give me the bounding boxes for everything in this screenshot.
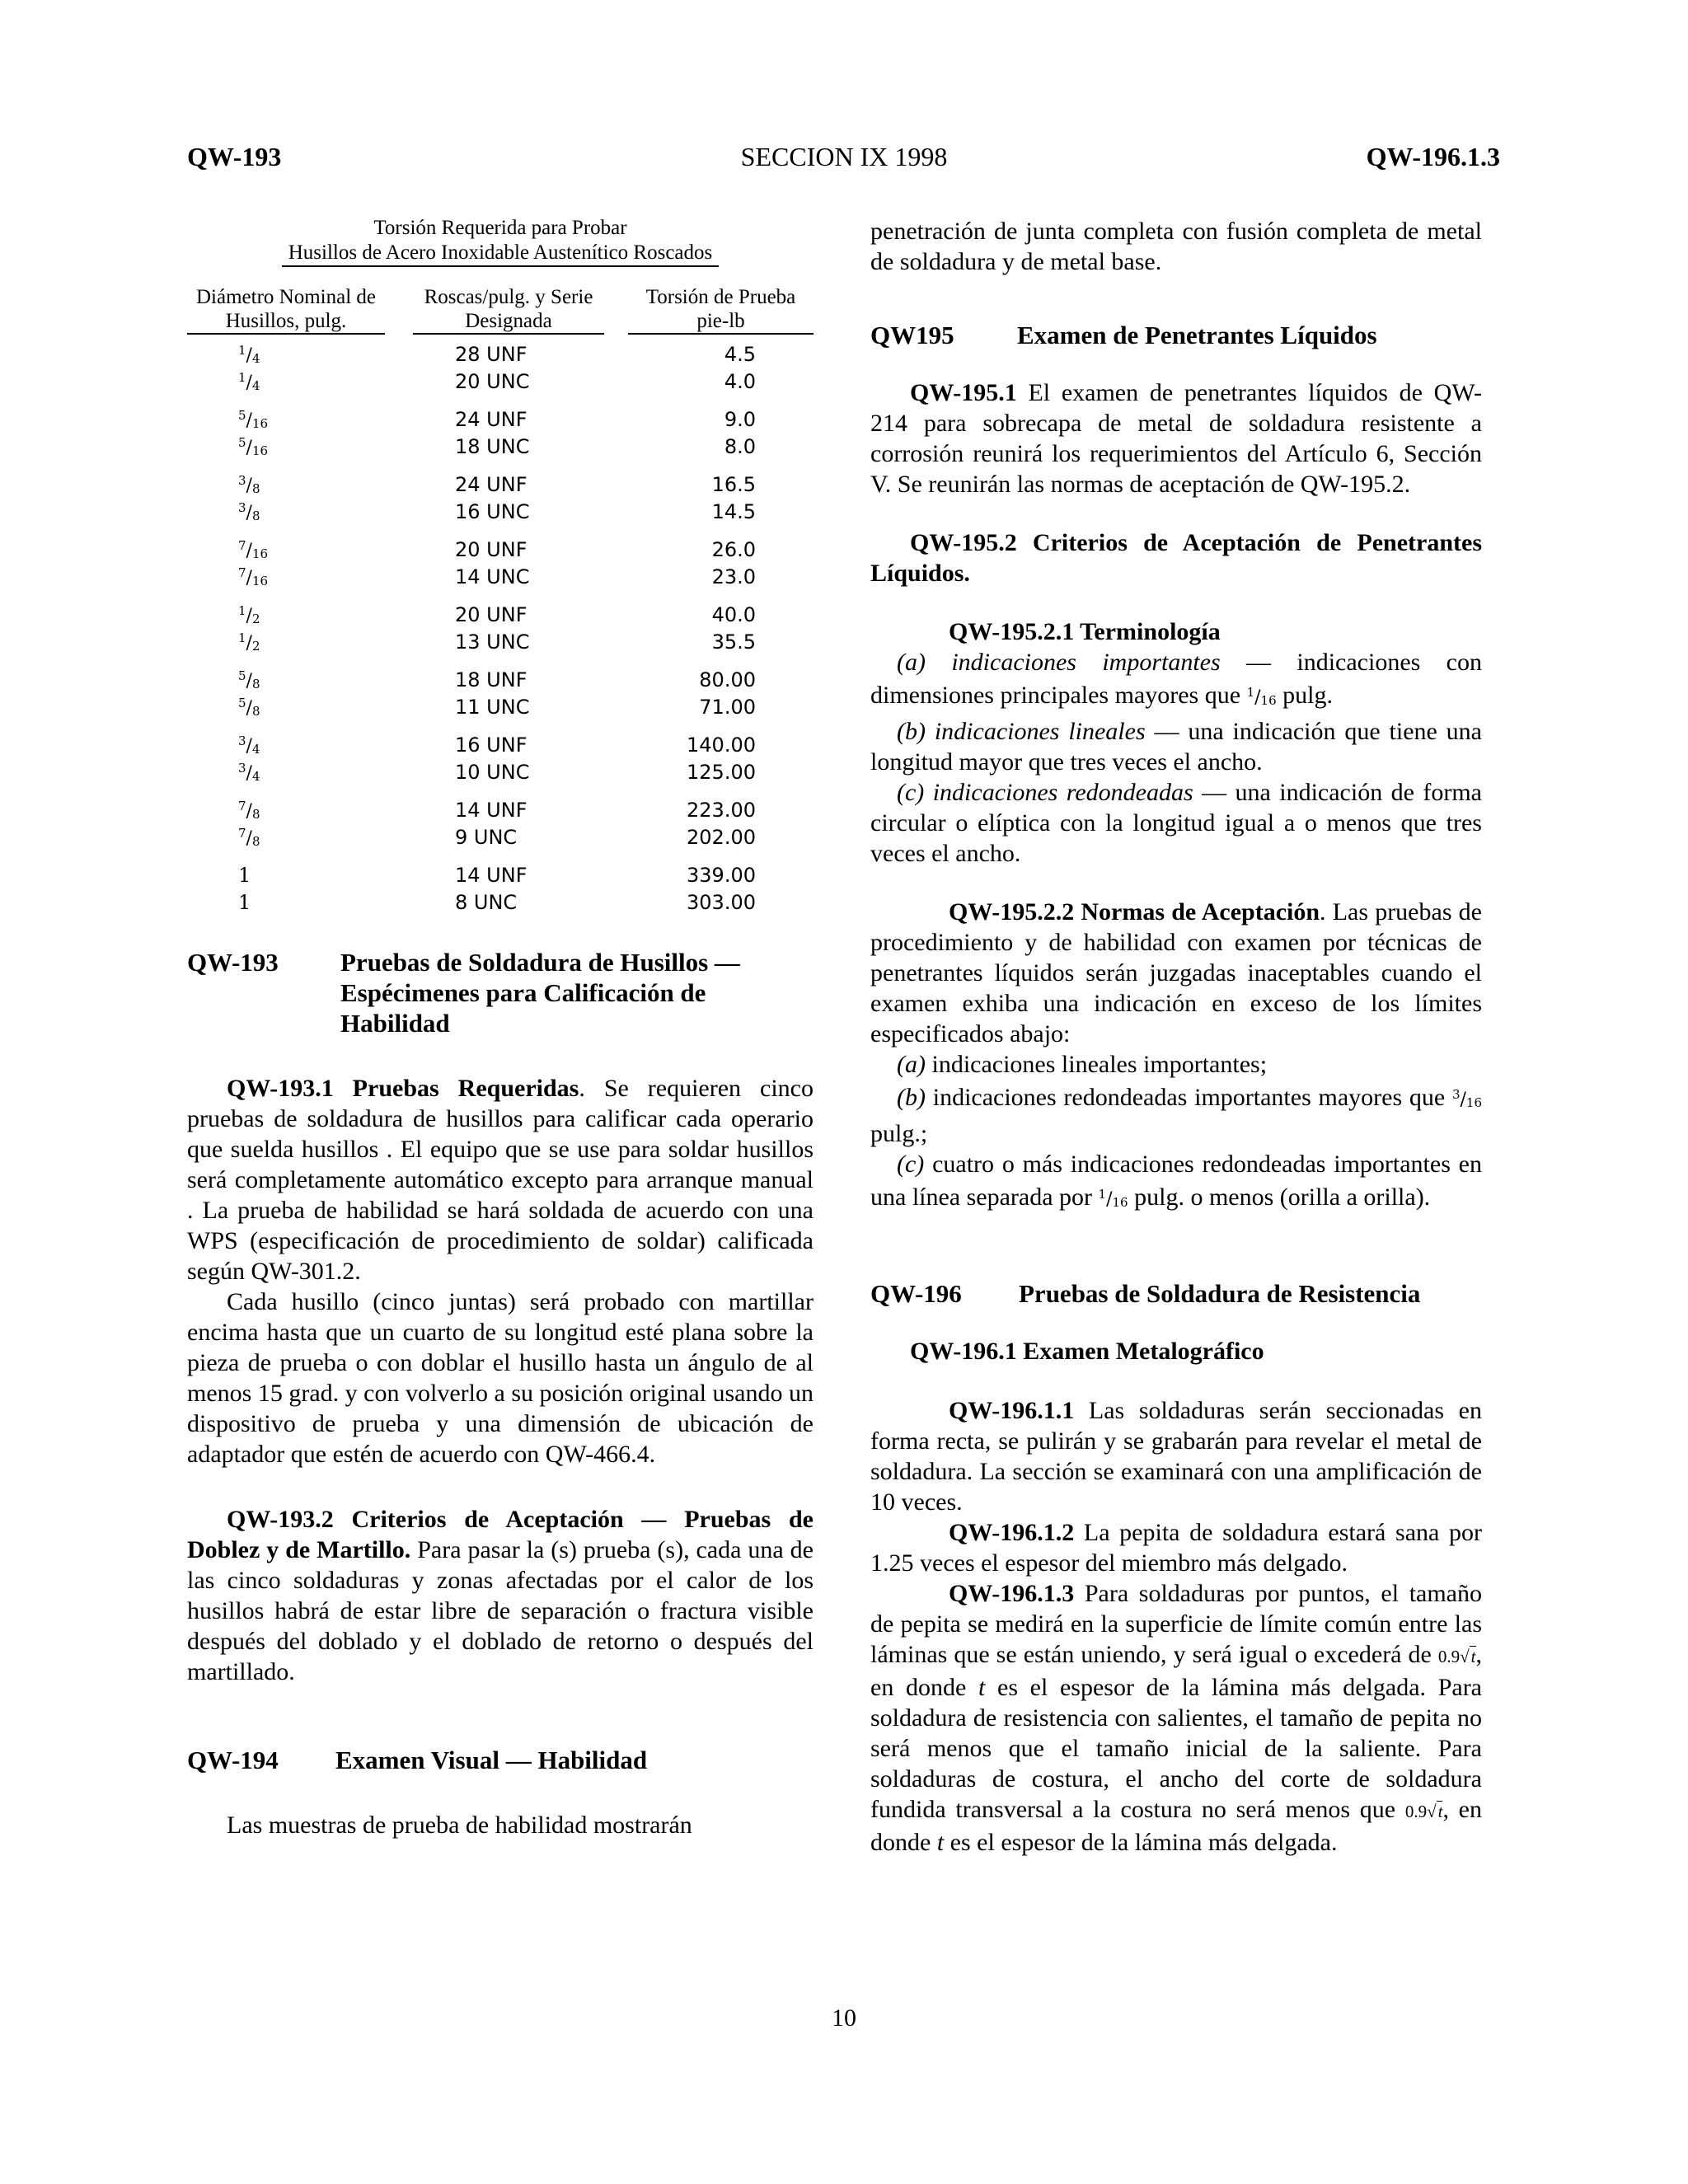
- table-row-group: [187, 538, 814, 593]
- table-row-group: [187, 603, 814, 658]
- cell-thread: 13 UNC: [455, 630, 530, 654]
- table-row: [187, 500, 814, 527]
- cell-diameter: 1: [238, 864, 251, 887]
- table-title-line1: Torsión Requerida para Probar: [373, 217, 627, 239]
- col-header-diameter: Diámetro Nominal de Husillos, pulg.: [196, 286, 376, 332]
- cell-diameter: $^3/_4$: [238, 733, 260, 757]
- cell-thread: 18 UNF: [455, 668, 528, 691]
- cell-thread: 16 UNC: [455, 500, 530, 523]
- cell-torque: 16.5: [711, 473, 756, 496]
- cell-thread: 14 UNF: [455, 864, 528, 887]
- table-row: [187, 864, 814, 891]
- table-row-group: [187, 799, 814, 853]
- cell-torque: 140.00: [687, 733, 756, 757]
- cell-torque: 35.5: [711, 630, 756, 654]
- cell-thread: 11 UNC: [455, 696, 530, 719]
- table-row: [187, 435, 814, 462]
- header-section-left: QW-193: [187, 142, 282, 171]
- cell-thread: 20 UNF: [455, 538, 528, 561]
- cell-diameter: $^1/_2$: [238, 603, 260, 626]
- cell-torque: 303.00: [687, 891, 756, 914]
- qw193-1-paragraph: QW-193.1 Pruebas Requeridas. Se requieren cinco pruebas de soldadura de husillos para calificar cada operario que suelda husillos . El equipo que se use para soldar husillos será completamente automático excepto para arranque manual . La prueba de habilidad se hará soldada de acuerdo con una WPS (especificación de procedimiento de soldar) calificada según QW-301.2.: [187, 1075, 814, 1285]
- left-column: [187, 216, 814, 1840]
- cell-diameter: $^5/_{16}$: [238, 408, 269, 431]
- table-row: [187, 733, 814, 761]
- table-row: [187, 603, 814, 630]
- sqrt-expression-1: 0.9√t: [1437, 1647, 1476, 1666]
- cell-thread: 10 UNC: [455, 761, 530, 784]
- cell-torque: 23.0: [711, 565, 756, 588]
- col-header-torque: Torsión de Prueba pie-lb: [628, 285, 814, 335]
- term-b: (b) indicaciones lineales — una indicación que tiene una longitud mayor que tres veces el ancho.: [870, 718, 1482, 776]
- qw195-2-heading: QW-195.2 Criterios de Aceptación de Penetrantes Líquidos.: [870, 529, 1482, 587]
- cell-diameter: $^7/_{16}$: [238, 538, 269, 561]
- cell-thread: 14 UNF: [455, 799, 528, 822]
- cell-torque: 202.00: [687, 826, 756, 849]
- cell-torque: 9.0: [724, 408, 756, 431]
- table-row: [187, 696, 814, 723]
- table-row: [187, 668, 814, 696]
- table-row-group: [187, 733, 814, 788]
- table-header: [187, 285, 814, 333]
- cell-diameter: $^3/_8$: [238, 500, 260, 523]
- term-c: (c) indicaciones redondeadas — una indicación de forma circular o elíptica con la longitud igual a o menos que tres veces el ancho.: [870, 779, 1483, 867]
- qw196-1-1-paragraph: QW-196.1.1 Las soldaduras serán seccionadas en forma recta, se pulirán y se grabarán para revelar el metal de soldadura. La sección se examinará con una amplificación de 10 veces.: [870, 1397, 1482, 1516]
- cell-torque: 8.0: [724, 435, 756, 458]
- qw196-1-heading: QW-196.1 Examen Metalográfico: [910, 1338, 1264, 1365]
- cell-thread: 16 UNF: [455, 733, 528, 757]
- cell-thread: 20 UNC: [455, 370, 530, 393]
- qw196-1-3-paragraph: QW-196.1.3 Para soldaduras por puntos, el tamaño de pepita se medirá en la superficie de límite común entre las láminas que se están uniendo, y será igual o excederá de 0.9√t, en donde t es el espesor de la lámina más delgada. Para soldadura de resistencia con salientes, el tamaño de pepita no será menos que el tamaño inicial de la saliente. Para soldaduras de costura, el ancho del corte de soldadura fundida transversal a la costura no será menos que 0.9√t, en donde t es el espesor de la lámina más delgada.: [870, 1580, 1482, 1856]
- cell-diameter: $^7/_8$: [238, 799, 260, 822]
- cell-thread: 8 UNC: [455, 891, 518, 914]
- cell-torque: 40.0: [711, 603, 756, 626]
- cell-torque: 339.00: [687, 864, 756, 887]
- table-row-group: [187, 668, 814, 723]
- qw195-1-paragraph: QW-195.1 El examen de penetrantes líquidos de QW-214 para sobrecapa de metal de soldadura resistente a corrosión reunirá los requerimientos del Artículo 6, Sección V. Se reunirán las normas de aceptación de QW-195.2.: [870, 379, 1482, 498]
- table-row: [187, 473, 814, 500]
- cell-diameter: $^7/_{16}$: [238, 565, 269, 588]
- term-a: (a) indicaciones importantes — indicaciones con dimensiones principales mayores que $^1/_{16}$ pulg.: [870, 649, 1482, 709]
- cell-thread: 9 UNC: [455, 826, 518, 849]
- qw193-1-paragraph-2: Cada husillo (cinco juntas) será probado con martillar encima hasta que un cuarto de su longitud esté plana sobre la pieza de prueba o con doblar el husillo hasta un ángulo de al menos 15 grad. y con volverlo a su posición original usando un dispositivo de prueba y una dimensión de ubicación de adaptador que estén de acuerdo con QW-466.4.: [187, 1288, 814, 1468]
- table-row-group: [187, 408, 814, 462]
- acceptance-b: (b) indicaciones redondeadas importantes mayores que $^3/_{16}$ pulg.;: [870, 1084, 1482, 1147]
- cell-torque: 223.00: [687, 799, 756, 822]
- cell-diameter: $^5/_8$: [238, 668, 260, 691]
- acceptance-c: (c) cuatro o más indicaciones redondeadas importantes en una línea separada por $^1/_{16}$ pulg. o menos (orilla a orilla).: [870, 1151, 1482, 1211]
- cell-torque: 80.00: [699, 668, 756, 691]
- table-row: [187, 370, 814, 397]
- cell-torque: 4.0: [724, 370, 756, 393]
- cell-torque: 125.00: [687, 761, 756, 784]
- cell-torque: 14.5: [711, 500, 756, 523]
- cell-torque: 4.5: [724, 343, 756, 366]
- table-row: [187, 538, 814, 565]
- cell-torque: 26.0: [711, 538, 756, 561]
- continued-paragraph: penetración de junta completa con fusión completa de metal de soldadura y de metal base.: [870, 218, 1482, 275]
- cell-diameter: $^7/_8$: [238, 826, 260, 849]
- right-column: [870, 216, 1482, 1858]
- table-row: [187, 891, 814, 918]
- cell-thread: 28 UNF: [455, 343, 528, 366]
- cell-diameter: $^1/_4$: [238, 370, 260, 393]
- table-row: [187, 343, 814, 370]
- qw195-2-1-heading: QW-195.2.1 Terminología: [949, 618, 1221, 645]
- table-row: [187, 826, 814, 853]
- table-row-group: [187, 343, 814, 397]
- cell-thread: 24 UNF: [455, 473, 528, 496]
- cell-diameter: $^5/_8$: [238, 696, 260, 719]
- table-row: [187, 799, 814, 826]
- table-title: [187, 216, 814, 267]
- qw196-1-2-paragraph: QW-196.1.2 La pepita de soldadura estará sana por 1.25 veces el espesor del miembro más delgado.: [870, 1519, 1482, 1577]
- qw194-paragraph: Las muestras de prueba de habilidad mostrarán: [227, 1811, 692, 1839]
- table-body: [187, 343, 814, 918]
- table-row: [187, 761, 814, 788]
- cell-diameter: $^5/_{16}$: [238, 435, 269, 458]
- cell-thread: 20 UNF: [455, 603, 528, 626]
- header-section-right: QW-196.1.3: [1366, 142, 1500, 171]
- cell-thread: 18 UNC: [455, 435, 530, 458]
- cell-diameter: $^3/_8$: [238, 473, 260, 496]
- table-row-group: [187, 473, 814, 527]
- header-title: SECCION IX 1998: [740, 142, 948, 171]
- page-number: 10: [832, 2004, 856, 2032]
- col-header-threads: Roscas/pulg. y Serie Designada: [413, 285, 604, 335]
- section-qw194-heading: QW-194 Examen Visual — Habilidad: [187, 1746, 648, 1774]
- table-row: [187, 408, 814, 435]
- qw195-2-2-paragraph: QW-195.2.2 Normas de Aceptación. Las pruebas de procedimiento y de habilidad con examen por técnicas de penetrantes líquidos serán juzgadas inaceptables cuando el examen exhiba una indicación en exceso de los límites especificados abajo:: [870, 898, 1482, 1047]
- table-row: [187, 565, 814, 593]
- section-qw196-heading: QW-196 Pruebas de Soldadura de Resistencia: [870, 1279, 1421, 1308]
- cell-torque: 71.00: [699, 696, 756, 719]
- table-row: [187, 630, 814, 658]
- cell-diameter: $^3/_4$: [238, 761, 260, 784]
- section-qw195-heading: QW195 Examen de Penetrantes Líquidos: [870, 321, 1377, 349]
- table-title-line2: Husillos de Acero Inoxidable Austenítico Roscados: [282, 241, 720, 267]
- cell-diameter: 1: [238, 891, 251, 914]
- cell-diameter: $^1/_4$: [238, 343, 260, 366]
- cell-thread: 24 UNF: [455, 408, 528, 431]
- qw193-2-paragraph: QW-193.2 Criterios de Aceptación — Pruebas de Doblez y de Martillo. Para pasar la (s) prueba (s), cada una de las cinco soldaduras y zonas afectadas por el calor de los husillos habrá de estar libre de separación o fractura visible después del doblado y el doblado de retorno o después del martillado.: [187, 1506, 814, 1685]
- cell-thread: 14 UNC: [455, 565, 530, 588]
- cell-diameter: $^1/_2$: [238, 630, 260, 654]
- table-row-group: [187, 864, 814, 918]
- sqrt-expression-2: 0.9√t: [1404, 1802, 1443, 1821]
- acceptance-a: (a) indicaciones lineales importantes;: [897, 1051, 1268, 1078]
- section-qw193-heading: QW-193 Pruebas de Soldadura de Husillos — Espécimenes para Calificación de Habilidad: [187, 948, 740, 1038]
